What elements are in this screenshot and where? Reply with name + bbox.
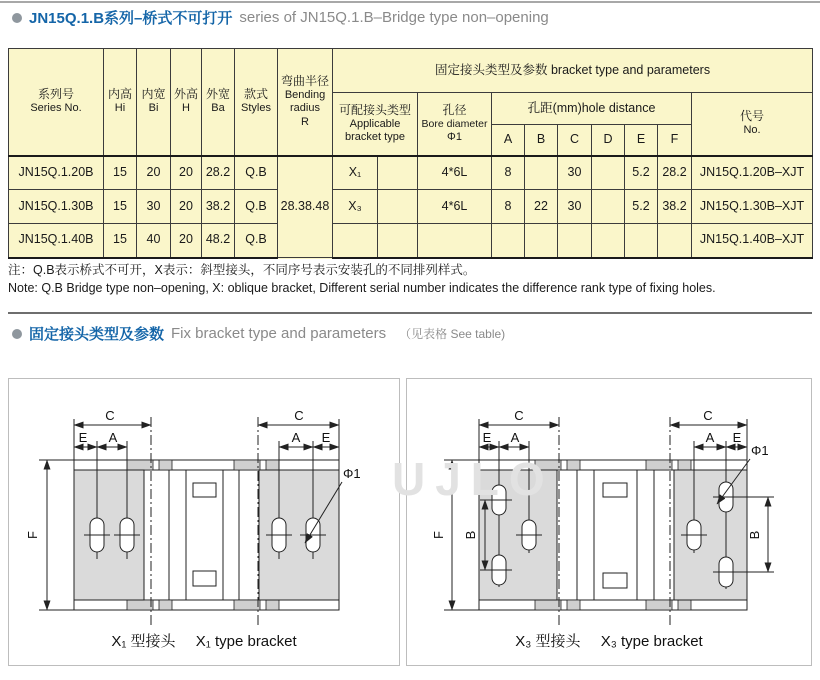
dim-label-c: C bbox=[105, 408, 115, 423]
col-header-B: B bbox=[525, 125, 558, 156]
cell-bending-radius: 28.38.48 bbox=[278, 156, 333, 258]
title-cn: JN15Q.1.B系列–桥式不可打开 bbox=[29, 10, 233, 27]
dim-label-c: C bbox=[294, 408, 304, 423]
title-en: series of JN15Q.1.B–Bridge type non–opening bbox=[239, 9, 549, 26]
cell-C bbox=[558, 224, 592, 258]
cell-bore: 4*6L bbox=[418, 156, 492, 190]
cell-bore bbox=[418, 224, 492, 258]
cell-B bbox=[525, 224, 558, 258]
cell-ba: 28.2 bbox=[202, 156, 235, 190]
cell-series: JN15Q.1.20B bbox=[9, 156, 104, 190]
col-header-E: E bbox=[625, 125, 658, 156]
cell-bracket-b bbox=[378, 190, 418, 224]
x1-caption-cn: X₁ 型接头 bbox=[111, 633, 176, 650]
col-header-hole-distance bbox=[492, 93, 692, 125]
cell-no: JN15Q.1.30B–XJT bbox=[692, 190, 813, 224]
col-header-bracket-type bbox=[333, 93, 418, 156]
cell-C: 30 bbox=[558, 190, 592, 224]
cell-bi: 20 bbox=[137, 156, 171, 190]
header-cn: 内宽 bbox=[141, 87, 166, 102]
header-r: R bbox=[301, 116, 309, 129]
dim-label-b: B bbox=[463, 530, 478, 540]
col-header-bending bbox=[278, 49, 333, 156]
x3-bracket-diagram bbox=[407, 383, 811, 635]
header-cn: 孔径 bbox=[442, 102, 467, 117]
dim-label-a: A bbox=[705, 430, 715, 445]
top-divider bbox=[0, 1, 820, 3]
page-title bbox=[12, 7, 549, 28]
x3-caption-cn: X₃ 型接头 bbox=[515, 633, 581, 650]
col-header-hi bbox=[104, 49, 137, 156]
header-cn: 内高 bbox=[107, 87, 132, 102]
header-cn: 弯曲半径 bbox=[280, 73, 329, 88]
cell-B: 22 bbox=[525, 190, 558, 224]
header-cn: 外宽 bbox=[205, 87, 230, 102]
header-en: Series No. bbox=[30, 102, 82, 115]
x3-diagram-panel bbox=[406, 378, 812, 666]
col-header-styles bbox=[235, 49, 278, 156]
dim-label-e: E bbox=[78, 430, 88, 445]
cell-h: 20 bbox=[171, 156, 202, 190]
group-header-cn: 固定接头类型及参数 bbox=[434, 62, 548, 77]
dim-label-c: C bbox=[514, 408, 524, 423]
cell-bi: 40 bbox=[137, 224, 171, 258]
cell-bracket-b bbox=[378, 224, 418, 258]
note-cn: 注：Q.B表示桥式不可开，X表示：斜型接头，不同序号表示安装孔的不同排列样式。 bbox=[8, 263, 476, 277]
table-notes bbox=[8, 261, 812, 297]
cell-E bbox=[625, 224, 658, 258]
cell-F: 28.2 bbox=[658, 156, 692, 190]
col-header-D: D bbox=[592, 125, 625, 156]
cell-ba: 38.2 bbox=[202, 190, 235, 224]
x1-link-body bbox=[74, 460, 339, 610]
x1-caption bbox=[9, 630, 399, 651]
dim-label-a: A bbox=[291, 430, 301, 445]
cell-style: Q.B bbox=[235, 224, 278, 258]
col-header-C: C bbox=[558, 125, 592, 156]
cell-series: JN15Q.1.30B bbox=[9, 190, 104, 224]
x1-diagram-panel bbox=[8, 378, 400, 666]
header-en: Applicable bracket type bbox=[345, 117, 405, 144]
cell-D bbox=[592, 224, 625, 258]
cell-A: 8 bbox=[492, 190, 525, 224]
bullet-icon bbox=[12, 13, 22, 23]
cell-C: 30 bbox=[558, 156, 592, 190]
header-cn: 孔距(mm) bbox=[527, 100, 582, 115]
header-cn: 可配接头类型 bbox=[338, 102, 411, 117]
cell-hi: 15 bbox=[104, 190, 137, 224]
col-header-A: A bbox=[492, 125, 525, 156]
cell-F bbox=[658, 224, 692, 258]
dim-label-c: C bbox=[703, 408, 713, 423]
cell-D bbox=[592, 156, 625, 190]
dim-label-a: A bbox=[510, 430, 520, 445]
header-cn: 代号 bbox=[740, 109, 765, 124]
col-header-bore bbox=[418, 93, 492, 156]
header-en: Hi bbox=[114, 102, 126, 115]
x3-caption-en: X₃ type bracket bbox=[600, 633, 703, 650]
cell-bracket-b bbox=[378, 156, 418, 190]
x1-bracket-diagram bbox=[9, 383, 401, 635]
cell-A bbox=[492, 224, 525, 258]
cell-bore: 4*6L bbox=[418, 190, 492, 224]
header-cn: 款式 bbox=[243, 87, 268, 102]
section2-cn: 固定接头类型及参数 bbox=[29, 326, 165, 343]
col-header-bi bbox=[137, 49, 171, 156]
section2-en: Fix bracket type and parameters bbox=[171, 325, 387, 342]
dim-label-e: E bbox=[482, 430, 492, 445]
header-en: No. bbox=[743, 124, 761, 137]
header-en: hole distance bbox=[581, 100, 656, 115]
x3-centerlines bbox=[559, 417, 670, 625]
col-header-series bbox=[9, 49, 104, 156]
header-en: Bending radius bbox=[284, 88, 326, 115]
header-en: Bi bbox=[148, 102, 159, 115]
group-header bbox=[333, 49, 813, 93]
cell-style: Q.B bbox=[235, 156, 278, 190]
cell-bracket: X₁ bbox=[333, 156, 378, 190]
header-phi: Φ1 bbox=[447, 130, 462, 143]
section2-note: （见表格 See table) bbox=[399, 327, 506, 341]
group-header-en: bracket type and parameters bbox=[550, 62, 711, 77]
cell-h: 20 bbox=[171, 190, 202, 224]
cell-hi: 15 bbox=[104, 224, 137, 258]
header-en: Ba bbox=[211, 102, 225, 115]
header-en: H bbox=[182, 102, 190, 115]
watermark: UJLO bbox=[392, 453, 555, 505]
col-header-h bbox=[171, 49, 202, 156]
cell-B bbox=[525, 156, 558, 190]
header-cn: 外高 bbox=[173, 87, 198, 102]
col-header-ba bbox=[202, 49, 235, 156]
cell-no: JN15Q.1.40B–XJT bbox=[692, 224, 813, 258]
header-cn: 系列号 bbox=[37, 87, 74, 102]
dim-label-f: F bbox=[25, 531, 40, 539]
cell-bracket bbox=[333, 224, 378, 258]
header-en: Styles bbox=[241, 102, 271, 115]
col-header-F: F bbox=[658, 125, 692, 156]
dim-label-a: A bbox=[108, 430, 118, 445]
cell-no: JN15Q.1.20B–XJT bbox=[692, 156, 813, 190]
cell-E: 5.2 bbox=[625, 190, 658, 224]
cell-E: 5.2 bbox=[625, 156, 658, 190]
dim-label-e: E bbox=[732, 430, 742, 445]
note-en: Note: Q.B Bridge type non–opening, X: oblique bracket, Different serial number indicates the difference rank type of fixing holes. bbox=[8, 281, 716, 296]
cell-series: JN15Q.1.40B bbox=[9, 224, 104, 258]
section-divider bbox=[8, 312, 812, 314]
spec-table bbox=[8, 48, 813, 259]
header-en: Bore diameter bbox=[421, 117, 488, 130]
x1-caption-en: X₁ type bracket bbox=[195, 633, 297, 650]
col-header-no bbox=[692, 93, 813, 156]
x3-caption bbox=[407, 630, 811, 651]
cell-ba: 48.2 bbox=[202, 224, 235, 258]
dim-label-phi: Φ1 bbox=[751, 443, 769, 458]
x1-centerlines bbox=[151, 417, 258, 625]
cell-h: 20 bbox=[171, 224, 202, 258]
cell-bracket: X₃ bbox=[333, 190, 378, 224]
cell-D bbox=[592, 190, 625, 224]
dim-label-b: B bbox=[747, 530, 762, 540]
cell-bi: 30 bbox=[137, 190, 171, 224]
cell-A: 8 bbox=[492, 156, 525, 190]
bullet-icon bbox=[12, 329, 22, 339]
dim-label-e: E bbox=[321, 430, 331, 445]
dim-label-phi: Φ1 bbox=[343, 466, 361, 481]
section2-title bbox=[12, 323, 505, 344]
cell-hi: 15 bbox=[104, 156, 137, 190]
dim-label-f: F bbox=[431, 531, 446, 539]
cell-style: Q.B bbox=[235, 190, 278, 224]
cell-F: 38.2 bbox=[658, 190, 692, 224]
